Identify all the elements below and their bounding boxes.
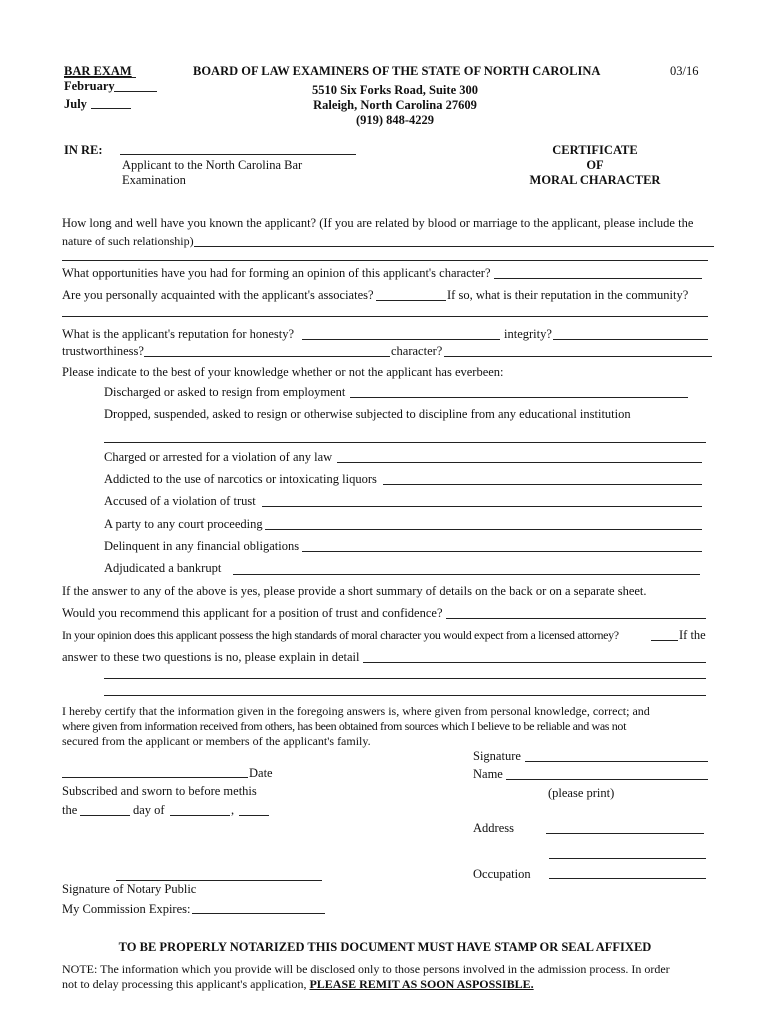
- commission-expires-label: My Commission Expires:: [62, 902, 191, 916]
- address-field[interactable]: [546, 833, 704, 834]
- the-label: the: [62, 803, 78, 817]
- relationship-field-extra[interactable]: [62, 260, 708, 261]
- summary-note: If the answer to any of the above is yes, please provide a short summary of details on the back or on a separate sheet.: [62, 584, 647, 598]
- acquainted-followup: If so, what is their reputation in the community?: [447, 288, 689, 302]
- certification-line2: where given from information received from others, has been obtained from sources which I believe to be reliable and was not: [62, 719, 627, 733]
- acquainted-question: Are you personally acquainted with the applicant's associates?: [62, 288, 374, 302]
- name-field[interactable]: [506, 779, 708, 780]
- comma-separator: ,: [231, 803, 235, 817]
- if-the-label: If the: [679, 628, 706, 642]
- day-number-field[interactable]: [80, 815, 130, 816]
- conduct-item-accused: Accused of a violation of trust: [104, 494, 256, 508]
- conduct-item-dropped: Dropped, suspended, asked to resign or otherwise subjected to discipline from any educational institution: [104, 407, 631, 421]
- board-phone: (919) 848-4229: [355, 113, 435, 127]
- note-line1: NOTE: The information which you provide will be disclosed only to those persons involved in the admission process. In order: [62, 962, 670, 976]
- opportunities-field[interactable]: [494, 278, 702, 279]
- trustworthiness-field[interactable]: [144, 356, 390, 357]
- explain-label: answer to these two questions is no, please explain in detail: [62, 650, 360, 664]
- explain-field-line3[interactable]: [104, 695, 706, 696]
- note-line2: [62, 977, 534, 992]
- in-re-caption-line1: Applicant to the North Carolina Bar: [122, 158, 303, 172]
- commission-expires-field[interactable]: [192, 913, 325, 914]
- conduct-item-delinquent: Delinquent in any financial obligations: [104, 539, 300, 553]
- board-address-line1: 5510 Six Forks Road, Suite 300: [312, 83, 478, 97]
- character-label: character?: [391, 344, 443, 358]
- certification-line3: secured from the applicant or members of the applicant's family.: [62, 734, 371, 748]
- acquainted-field[interactable]: [376, 300, 446, 301]
- character-field[interactable]: [444, 356, 712, 357]
- how-long-question-line1: How long and well have you known the applicant? (If you are related by blood or marriage to the applicant, please include the: [62, 216, 694, 230]
- board-title: BOARD OF LAW EXAMINERS OF THE STATE OF NORTH CAROLINA: [193, 64, 601, 78]
- please-print-label: (please print): [548, 786, 615, 800]
- indicate-intro: Please indicate to the best of your knowledge whether or not the applicant has everbeen:: [62, 365, 504, 379]
- recommend-field[interactable]: [446, 618, 706, 619]
- in-re-label: IN RE:: [64, 143, 103, 157]
- february-field[interactable]: [114, 91, 157, 92]
- signature-field[interactable]: [525, 761, 708, 762]
- integrity-label: integrity?: [504, 327, 552, 341]
- notary-signature-label: Signature of Notary Public: [62, 882, 197, 896]
- certificate-title-line3: MORAL CHARACTER: [529, 173, 661, 187]
- certificate-title-line2: OF: [586, 158, 604, 172]
- explain-field[interactable]: [363, 662, 706, 663]
- certificate-title-line1: CERTIFICATE: [552, 143, 638, 157]
- notarized-warning: TO BE PROPERLY NOTARIZED THIS DOCUMENT MUST HAVE STAMP OR SEAL AFFIXED: [118, 940, 652, 954]
- conduct-field-delinquent[interactable]: [302, 551, 702, 552]
- note-line2-emphasis: PLEASE REMIT AS SOON ASPOSSIBLE.: [309, 977, 534, 991]
- opportunities-question: What opportunities have you had for forming an opinion of this applicant's character?: [62, 266, 491, 280]
- year-field[interactable]: [239, 815, 269, 816]
- occupation-label: Occupation: [473, 867, 531, 881]
- trustworthiness-label: trustworthiness?: [62, 344, 144, 358]
- in-re-caption-line2: Examination: [122, 173, 186, 187]
- february-label: February: [64, 79, 115, 93]
- certification-line1: I hereby certify that the information given in the foregoing answers is, where given from personal knowledge, correct; and: [62, 704, 650, 718]
- notary-signature-field[interactable]: [116, 880, 322, 881]
- conduct-field-discharged[interactable]: [350, 397, 688, 398]
- occupation-field[interactable]: [549, 878, 706, 879]
- board-address-line2: Raleigh, North Carolina 27609: [313, 98, 477, 112]
- conduct-field-addicted[interactable]: [383, 484, 702, 485]
- address-field-line2[interactable]: [549, 858, 706, 859]
- bar-exam-label: BAR EXAM: [64, 64, 132, 78]
- relationship-field[interactable]: [194, 246, 714, 247]
- day-of-label: day of: [133, 803, 165, 817]
- honesty-question: What is the applicant's reputation for honesty?: [62, 327, 295, 341]
- explain-field-line2[interactable]: [104, 678, 706, 679]
- applicant-name-field[interactable]: [120, 154, 356, 155]
- name-label: Name: [473, 767, 503, 781]
- conduct-field-charged[interactable]: [337, 462, 702, 463]
- conduct-item-addicted: Addicted to the use of narcotics or intoxicating liquors: [104, 472, 377, 486]
- address-label: Address: [473, 821, 514, 835]
- opinion-question: In your opinion does this applicant possess the high standards of moral character you would expect from a licensed attorney?: [62, 628, 619, 642]
- conduct-field-dropped[interactable]: [104, 442, 706, 443]
- form-date: 03/16: [670, 64, 699, 78]
- conduct-field-bankrupt[interactable]: [233, 574, 700, 575]
- july-field[interactable]: [91, 108, 131, 109]
- conduct-field-accused[interactable]: [262, 506, 702, 507]
- month-field[interactable]: [170, 815, 230, 816]
- conduct-item-discharged: Discharged or asked to resign from employment: [104, 385, 346, 399]
- conduct-item-bankrupt: Adjudicated a bankrupt: [104, 561, 222, 575]
- conduct-item-court: A party to any court proceeding: [104, 517, 263, 531]
- signature-label: Signature: [473, 749, 521, 763]
- date-field[interactable]: [62, 777, 248, 778]
- july-label: July: [64, 97, 87, 111]
- note-line2-prefix: not to delay processing this applicant's application,: [62, 977, 310, 991]
- opinion-field[interactable]: [651, 640, 678, 641]
- honesty-field[interactable]: [302, 339, 500, 340]
- associates-reputation-field[interactable]: [62, 316, 708, 317]
- conduct-item-charged: Charged or arrested for a violation of any law: [104, 450, 333, 464]
- subscribed-label: Subscribed and sworn to before methis: [62, 784, 257, 798]
- date-label: Date: [249, 766, 273, 780]
- recommend-question: Would you recommend this applicant for a position of trust and confidence?: [62, 606, 443, 620]
- bar-exam-underline: [64, 77, 136, 78]
- conduct-field-court[interactable]: [265, 529, 702, 530]
- how-long-question-line2: nature of such relationship): [62, 234, 194, 248]
- integrity-field[interactable]: [553, 339, 708, 340]
